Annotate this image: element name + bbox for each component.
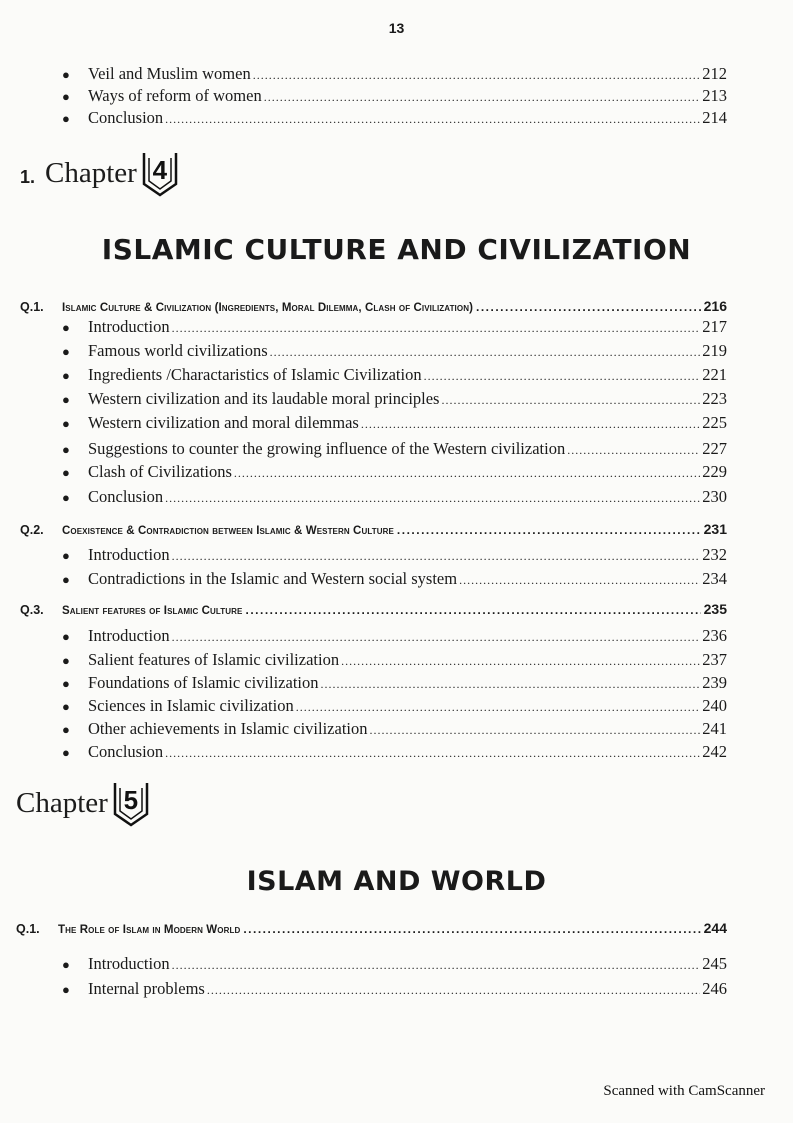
scanner-watermark: Scanned with CamScanner <box>603 1083 765 1099</box>
toc-entry: ● Other achievements in Islamic civilization ..... 241 <box>62 719 727 740</box>
question-heading: Q.3. Salient features of Islamic Culture ..... 235 <box>20 601 727 617</box>
toc-entry: ● Contradictions in the Islamic and Western social system ..... 234 <box>62 569 727 590</box>
bullet-icon: ● <box>62 368 70 383</box>
toc-entry: ● Suggestions to counter the growing influence of the Western civilization ..... 227 <box>62 439 727 460</box>
toc-entry: ● Ingredients /Charactaristics of Islamic Civilization ..... 221 <box>62 365 727 386</box>
bullet-icon: ● <box>62 67 70 82</box>
question-heading: Q.1. Islamic Culture & Civilization (Ingredients, Moral Dilemma, Clash of Civilization) ..... 216 <box>20 298 727 314</box>
toc-entry: ● Conclusion ..... 242 <box>62 742 727 763</box>
bullet-icon: ● <box>62 699 70 714</box>
toc-entry: ● Western civilization and its laudable moral principles ..... 223 <box>62 389 727 410</box>
bullet-icon: ● <box>62 392 70 407</box>
question-heading: Q.1. The Role of Islam in Modern World ..... 244 <box>16 920 727 936</box>
bullet-icon: ● <box>62 629 70 644</box>
toc-entry: ● Internal problems ..... 246 <box>62 979 727 1000</box>
toc-entry: ● Salient features of Islamic civilization ..... 237 <box>62 650 727 671</box>
toc-entry: ● Western civilization and moral dilemmas ..... 225 <box>62 413 727 434</box>
bullet-icon: ● <box>62 957 70 972</box>
toc-entry: ● Conclusion ..... 214 <box>62 108 727 129</box>
question-heading: Q.2. Coexistence & Contradiction between Islamic & Western Culture ..... 231 <box>20 521 727 537</box>
bullet-icon: ● <box>62 320 70 335</box>
toc-entry: ● Introduction ..... 217 <box>62 317 727 338</box>
bullet-icon: ● <box>62 465 70 480</box>
toc-entry: ● Sciences in Islamic civilization ..... 240 <box>62 696 727 717</box>
toc-entry: ● Veil and Muslim women ..... 212 <box>62 64 727 85</box>
page-number: 13 <box>388 20 405 36</box>
chapter-shield-icon: 5 <box>112 780 150 826</box>
bullet-icon: ● <box>62 548 70 563</box>
chapter-4-title: ISLAMIC CULTURE AND CIVILIZATION <box>101 233 692 266</box>
toc-entry: ● Introduction ..... 236 <box>62 626 727 647</box>
bullet-icon: ● <box>62 722 70 737</box>
toc-entry: ● Introduction ..... 232 <box>62 545 727 566</box>
bullet-icon: ● <box>62 490 70 505</box>
toc-entry: ● Foundations of Islamic civilization ..... 239 <box>62 673 727 694</box>
bullet-icon: ● <box>62 416 70 431</box>
bullet-icon: ● <box>62 344 70 359</box>
bullet-icon: ● <box>62 653 70 668</box>
bullet-icon: ● <box>62 442 70 457</box>
bullet-icon: ● <box>62 982 70 997</box>
bullet-icon: ● <box>62 745 70 760</box>
bullet-icon: ● <box>62 111 70 126</box>
toc-entry: ● Clash of Civilizations ..... 229 <box>62 462 727 483</box>
toc-entry: ● Conclusion ..... 230 <box>62 487 727 508</box>
bullet-icon: ● <box>62 89 70 104</box>
chapter-5-title: ISLAM AND WORLD <box>246 866 547 897</box>
chapter-4-header: 1. Chapter 4 <box>20 150 179 196</box>
toc-entry: ● Introduction ..... 245 <box>62 954 727 975</box>
toc-entry: ● Famous world civilizations ..... 219 <box>62 341 727 362</box>
bullet-icon: ● <box>62 572 70 587</box>
chapter-5-header: Chapter 5 <box>16 780 150 826</box>
chapter-shield-icon: 4 <box>141 150 179 196</box>
bullet-icon: ● <box>62 676 70 691</box>
toc-entry: ● Ways of reform of women ..... 213 <box>62 86 727 107</box>
